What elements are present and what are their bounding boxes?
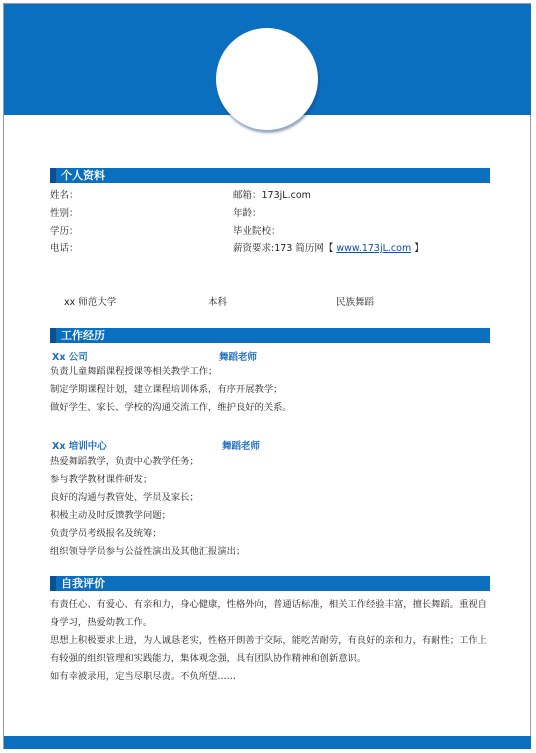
phone-label: 电话： [50,243,79,254]
duty-item: 制定学期课程计划，建立课程培训体系，有序开展教学； [50,384,283,395]
email-value: 173jL.com [261,190,311,201]
school-label: 毕业院校： [233,226,281,237]
duty-item: 负责学员考级报名及统筹； [50,528,162,539]
self-eval-text [50,596,494,686]
footer-band [4,736,531,749]
profile-photo-placeholder[interactable] [216,28,318,130]
duty-item: 良好的沟通与教管处、学员及家长； [50,492,199,503]
salary-label: 薪资要求: [233,243,275,254]
duty-item: 参与教学教材课件研发； [50,474,153,485]
job-2-position: 舞蹈老师 [222,441,261,452]
edu-degree: 本科 [208,297,228,308]
email-row [233,190,311,202]
duty-item: 做好学生、家长、学校的沟通交流工作，维护良好的关系。 [50,402,292,413]
education-label: 学历： [50,226,79,237]
edu-school: xx 师范大学 [64,297,117,308]
duty-item: 热爱舞蹈教学，负责中心教学任务； [50,456,199,467]
age-label: 年龄： [233,208,262,219]
section-title: 自我评价 [61,577,105,590]
job-1-company: Xx 公司 [52,352,88,363]
salary-row [233,243,424,255]
job-1-position: 舞蹈老师 [219,352,258,363]
self-eval-paragraph: 如有幸被录用，定当尽职尽责。不负所望…… [50,671,236,682]
duty-item: 组织领导学员参与公益性演出及其他汇报演出； [50,546,246,557]
section-self-evaluation [50,576,490,591]
email-label: 邮箱： [233,190,262,201]
duty-item: 负责儿童舞蹈课程授课等相关教学工作； [50,366,218,377]
salary-close: 】 [414,243,424,254]
section-personal-info [50,168,490,183]
job-2-duties [50,453,494,561]
job-1-duties [50,363,494,417]
duty-item: 积极主动及时反馈教学问题； [50,510,171,521]
name-label: 姓名： [50,190,79,201]
section-work-experience [50,328,490,343]
edu-major: 民族舞蹈 [336,297,375,308]
self-eval-paragraph: 有责任心、有爱心、有亲和力，身心健康，性格外向，普通话标准，相关工作经验丰富，擅长舞蹈。重视自身学习，热爱幼教工作。 [50,599,487,628]
section-title: 工作经历 [61,329,105,342]
gender-label: 性别： [50,208,79,219]
salary-value: 173 简历网【 [274,243,334,254]
website-link[interactable]: www.173jL.com [336,243,412,254]
section-title: 个人资料 [61,169,105,182]
self-eval-paragraph: 思想上积极要求上进，为人诚恳老实，性格开朗善于交际，能吃苦耐劳，有良好的亲和力，有耐性；工作上有较强的组织管理和实践能力，集体观念强，具有团队协作精神和创新意识。 [50,635,487,664]
job-2-company: Xx 培训中心 [52,441,107,452]
